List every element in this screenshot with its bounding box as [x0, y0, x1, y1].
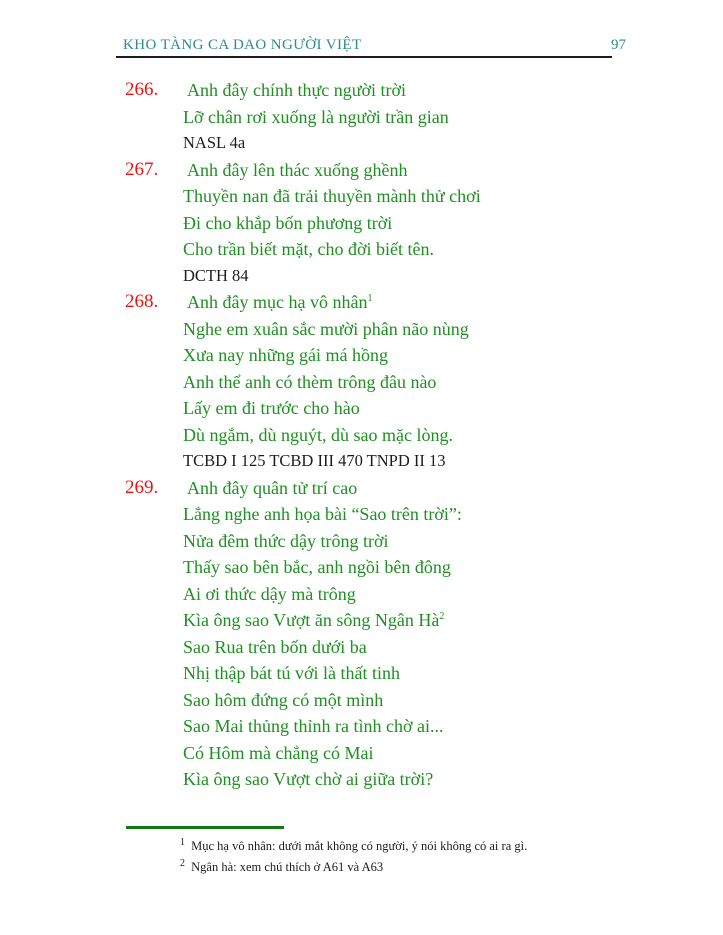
verse-line: Lỡ chân rơi xuống là người trần gian	[183, 106, 449, 127]
source-citation: NASL 4a	[183, 133, 246, 152]
source-citation: DCTH 84	[183, 265, 249, 285]
entry-number: 268.	[125, 291, 159, 312]
running-header-title: KHO TÀNG CA DAO NGƯỜI VIỆT	[123, 37, 362, 53]
verse-line: Sao hôm đứng có một mình	[183, 689, 384, 710]
footnote-text: Ngân hà: xem chú thích ở A61 và A63	[188, 860, 384, 874]
footnote	[180, 857, 660, 878]
footnote-reference: 1	[367, 293, 373, 304]
footnote	[180, 836, 660, 857]
footnotes	[180, 836, 660, 878]
entry-number: 269.	[125, 476, 159, 498]
verse-line: Đi cho khắp bốn phương trời	[183, 212, 393, 233]
verse-line: Kìa ông sao Vượt ăn sông Ngân $Hà^2$	[183, 610, 445, 630]
verse-block	[183, 157, 665, 290]
verse-line: Nửa đêm thức dậy trông trời	[183, 530, 389, 551]
verse-line: Anh đây lên thác xuống ghềnh	[187, 159, 408, 180]
verse-line: Cho trần biết mặt, cho đời biết tên.	[183, 239, 434, 259]
verse-block	[183, 289, 665, 475]
footnote-reference: 2	[439, 611, 445, 622]
footnote-marker: 1	[180, 836, 185, 848]
entry-number: 266.	[125, 79, 159, 100]
verse-line: Thuyền nan đã trải thuyền mành thử chơi	[183, 186, 481, 206]
page-number: 97	[611, 37, 626, 53]
verse-line: Dù ngắm, dù nguýt, dù sao mặc lòng.	[183, 424, 453, 445]
footnote-marker: 2	[180, 857, 185, 869]
verse-block	[183, 475, 665, 793]
entry	[125, 77, 665, 157]
verse-line: Sao Mai thủng thỉnh ra tình chờ ai...	[183, 716, 444, 736]
verse-line: Sao Rua trên bốn dưới ba	[183, 636, 367, 657]
verse-line: Kìa ông sao Vượt chờ ai giữa trời?	[183, 769, 434, 789]
entry-number: 267.	[125, 158, 159, 180]
verse-line: Nghe em xuân sắc mười phân não nùng	[183, 318, 469, 339]
verse-line: Anh đây mục hạ vô nhân$^1$	[187, 292, 373, 312]
entry	[125, 157, 665, 290]
verse-line: Có Hôm mà chẳng có Mai	[183, 742, 374, 763]
footnote-separator	[126, 826, 284, 829]
verse-block	[183, 77, 665, 157]
verse-line: Nhị thập bát tú với là thất tinh	[183, 663, 400, 683]
verse-line: Anh đây chính thực người trời	[187, 80, 407, 100]
header-rule	[116, 56, 612, 58]
entry	[125, 289, 665, 475]
verse-line: Anh đây quân tử trí cao	[187, 477, 358, 498]
entries	[125, 77, 665, 793]
verse-line: Xưa nay những gái má hồng	[183, 345, 388, 365]
entry	[125, 475, 665, 793]
verse-line: Thấy sao bên bắc, anh ngồi bên đông	[183, 557, 451, 577]
verse-line: Lấy em đi trước cho hào	[183, 398, 360, 418]
verse-line: Lắng nghe anh họa bài “Sao trên trời”:	[183, 504, 462, 524]
verse-line: Ai ơi thức dậy mà trông	[183, 583, 356, 604]
verse-line: Anh thể anh có thèm trông đâu nào	[183, 371, 437, 392]
source-citation: TCBD I 125 TCBD III 470 TNPD II 13	[183, 451, 446, 470]
footnote-text: Mục hạ vô nhân: dưới mắt không có người, ý nói không có ai ra gì.	[188, 839, 528, 853]
